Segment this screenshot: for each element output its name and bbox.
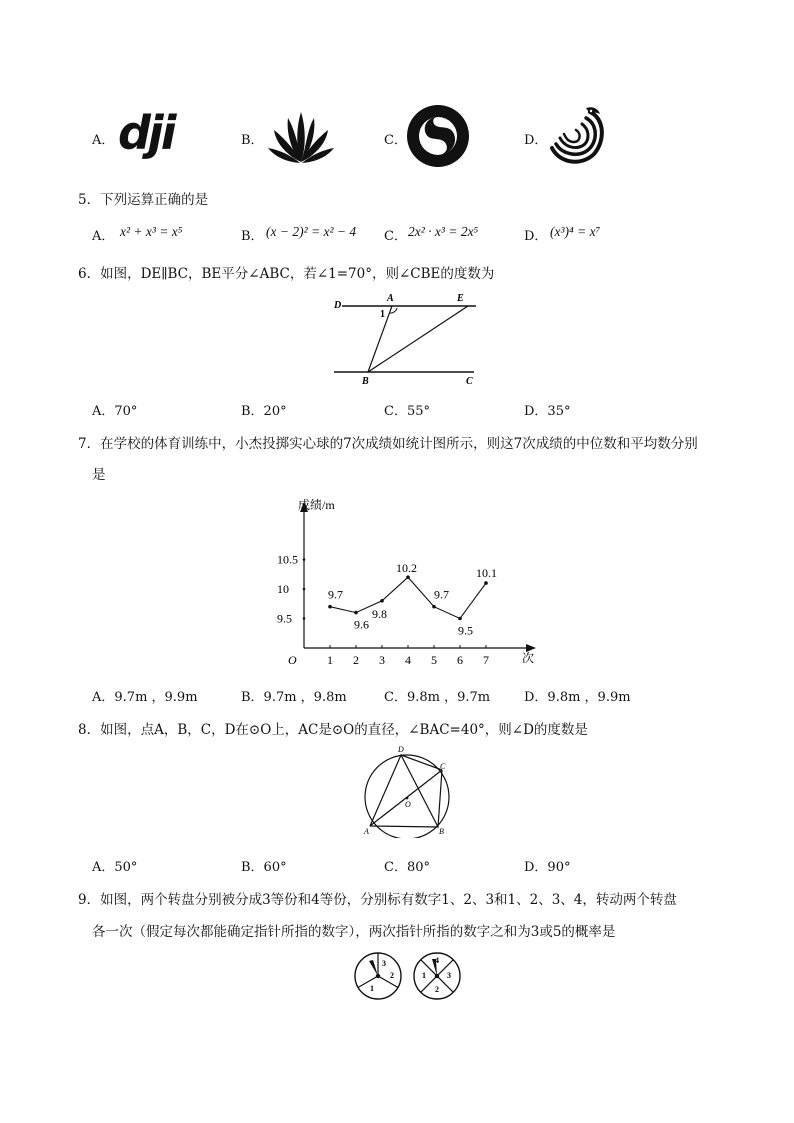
q6-stem: 6．如图，DE∥BC，BE平分∠ABC，若∠1=70°，则∠CBE的度数为 <box>78 266 495 282</box>
label-d: D <box>334 300 342 311</box>
y-tick <box>303 617 306 620</box>
x-tick-label: 7 <box>483 653 489 667</box>
series-line <box>330 577 486 618</box>
label-c: C <box>440 762 446 771</box>
dji-logo <box>118 106 174 160</box>
data-label: 9.7 <box>328 587 343 602</box>
label-b: B <box>439 827 444 836</box>
x-tick-label: 1 <box>327 653 333 667</box>
label-e: E <box>457 293 464 304</box>
data-point <box>406 575 410 579</box>
q8-option-c: C．80° <box>384 860 430 875</box>
x-tick-label: 6 <box>457 653 463 667</box>
x-tick-label: 4 <box>405 653 411 667</box>
q9-stem-line2: 各一次（假定每次都能确定指针所指的数字），两次指针所指的数字之和为3或5的概率是 <box>92 924 616 940</box>
data-label: 10.1 <box>476 566 497 581</box>
q6-option-b: B．20° <box>241 404 287 419</box>
data-point <box>328 605 332 609</box>
data-point <box>458 617 462 621</box>
q6-parallel-lines-figure <box>330 290 480 390</box>
y-axis-label: 成绩/m <box>298 498 335 512</box>
data-label: 9.8 <box>372 606 387 621</box>
q6-option-c: C．55° <box>384 404 430 419</box>
data-point <box>354 611 358 615</box>
x-axis-label: 次 <box>522 651 535 665</box>
data-label: 9.7 <box>434 587 449 602</box>
q4-option-c-label: C． <box>384 133 407 148</box>
y-tick-label: 10 <box>277 582 289 596</box>
data-point <box>380 599 384 603</box>
q4-option-a-label: A． <box>92 133 115 148</box>
data-point <box>484 581 488 585</box>
spinner2-label-2: 2 <box>435 985 439 994</box>
label-d: D <box>398 745 404 754</box>
spinner1-label-2: 2 <box>390 971 394 980</box>
q7-stem-line2: 是 <box>92 467 106 483</box>
q8-stem: 8．如图，点A，B，C，D在⊙O上，AC是⊙O的直径，∠BAC=40°，则∠D的度数是 <box>78 722 588 738</box>
q5-option-d-label: D． <box>524 229 548 244</box>
q7-stem-line1: 7．在学校的体育训练中，小杰投掷实心球的7次成绩如统计图所示，则这7次成绩的中位数和平均数分别 <box>78 436 698 452</box>
q5-option-a-label: A． <box>92 229 115 244</box>
spinner1-label-1: 1 <box>370 984 374 993</box>
y-tick <box>303 558 306 561</box>
q4-option-b-label: B． <box>241 133 264 148</box>
data-point <box>432 605 436 609</box>
q6-option-a: A．70° <box>92 404 138 419</box>
label-o: O <box>405 800 411 809</box>
data-label: 9.6 <box>354 617 369 632</box>
q5-option-c: 2x² · x³ = 2x⁵ <box>408 224 479 239</box>
q8-option-a: A．50° <box>92 860 138 875</box>
chart-axes <box>300 502 536 652</box>
q5-option-b-label: B． <box>241 229 264 244</box>
phoenix-swirl-logo <box>546 104 608 168</box>
spinner-four-sections <box>414 953 460 999</box>
q5-option-b: (x − 2)² = x² − 4 <box>266 224 357 239</box>
dji-logo-text: dji <box>118 106 174 160</box>
spinner1-label-3: 3 <box>382 959 386 968</box>
x-tick-label: 5 <box>431 653 437 667</box>
q7-option-b: B．9.7m ，9.8m <box>241 690 347 705</box>
q8-option-d: D．90° <box>524 860 571 875</box>
q5-option-d: (x³)⁴ = x⁷ <box>550 224 601 239</box>
origin-label: O <box>288 653 297 667</box>
spinner2-label-3: 3 <box>447 971 451 980</box>
spinner2-label-1: 1 <box>422 971 426 980</box>
data-label: 9.5 <box>458 623 473 638</box>
q7-line-chart <box>270 490 550 675</box>
q8-option-b: B．60° <box>241 860 287 875</box>
label-a: A <box>364 827 369 836</box>
triangle-adb <box>370 755 438 827</box>
y-tick <box>303 588 306 591</box>
x-tick-label: 2 <box>353 653 359 667</box>
q7-option-d: D．9.8m ，9.9m <box>524 690 631 705</box>
q5-option-a: x² + x³ = x⁵ <box>120 224 183 239</box>
q4-option-d-label: D． <box>524 133 548 148</box>
label-angle-1: 1 <box>380 309 385 320</box>
y-tick-label: 10.5 <box>277 552 298 567</box>
circle-swirl-logo <box>406 104 470 168</box>
segment-cb <box>438 770 442 827</box>
q9-spinners-figure <box>352 950 464 1002</box>
spinner2-label-4: 4 <box>435 956 439 965</box>
q7-option-c: C．9.8m ，9.7m <box>384 690 491 705</box>
label-a: A <box>387 293 394 304</box>
data-label: 10.2 <box>396 561 417 576</box>
huawei-logo <box>266 108 336 164</box>
y-tick-label: 9.5 <box>277 611 292 626</box>
q7-option-a: A．9.7m ，9.9m <box>92 690 198 705</box>
q9-stem-line1: 9．如图，两个转盘分别被分成3等份和4等份，分别标有数字1、2、3和1、2、3、4，转动两个转盘 <box>78 892 677 908</box>
label-c: C <box>466 376 473 387</box>
q6-option-d: D．35° <box>524 404 571 419</box>
q5-stem: 5．下列运算正确的是 <box>78 192 209 208</box>
q5-option-c-label: C． <box>384 229 407 244</box>
label-b: B <box>362 376 369 387</box>
q8-circle-figure <box>360 742 460 838</box>
spinner-three-sections <box>355 953 401 999</box>
center-point <box>406 797 409 800</box>
x-tick-label: 3 <box>379 653 385 667</box>
